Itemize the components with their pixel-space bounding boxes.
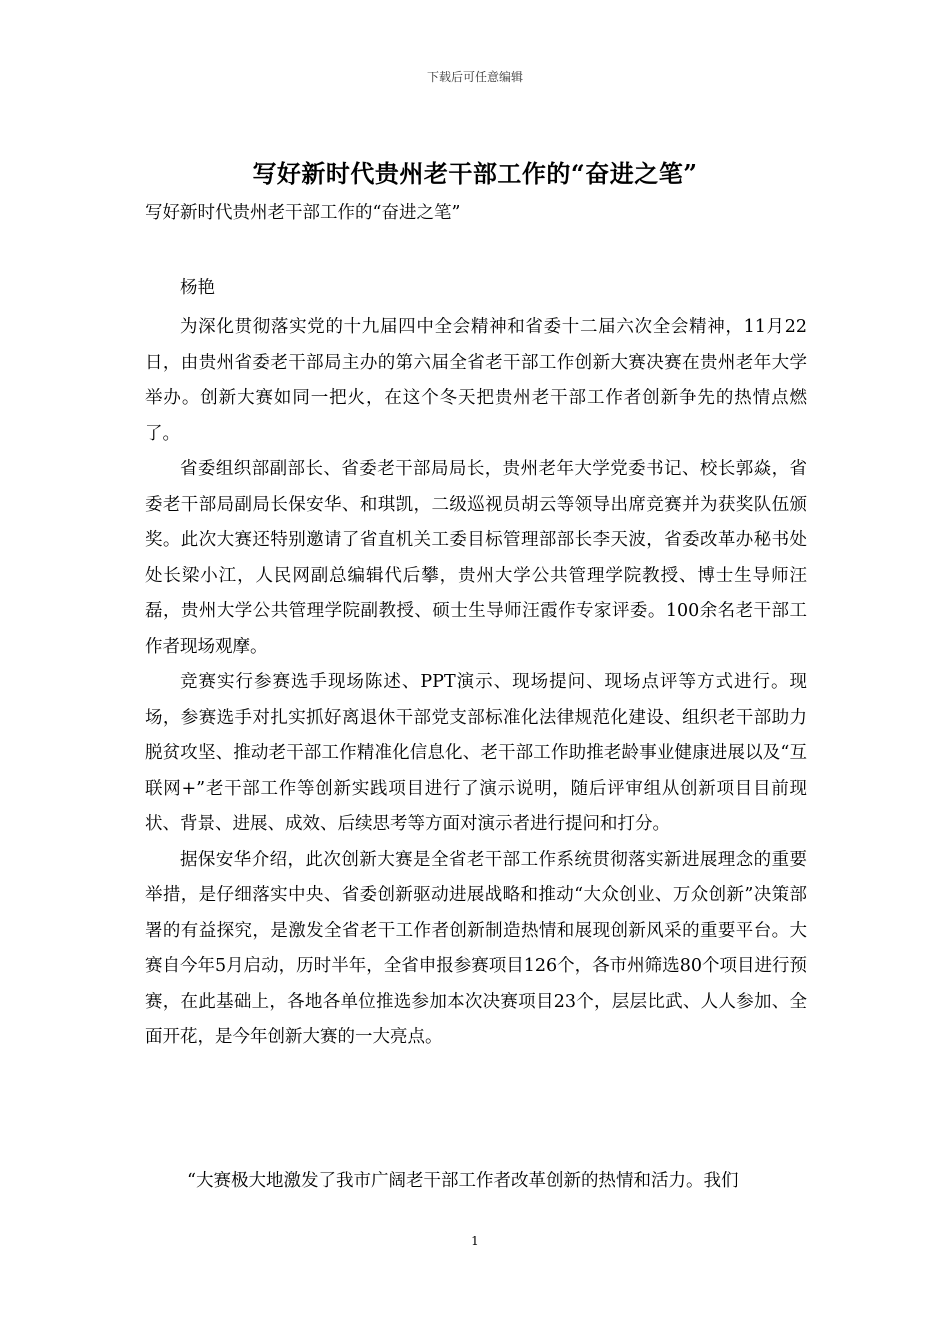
document-title: 写好新时代贵州老干部工作的“奋进之笔” — [252, 159, 698, 188]
paragraph: 据保安华介绍，此次创新大赛是全省老干部工作系统贯彻落实新进展理念的重要举措，是仔细落实中央、省委创新驱动进展战略和推动“大众创业、万众创新”决策部署的有益探究，是激发全省老干工作者创新制造热情和展现创新风采的重要平台。大赛自今年5月启动，历时半年，全省申报参赛项目126个，各市州筛选80个项目进行预赛，在此基础上，各地各单位推选参加本次决赛项目23个，层层比武、人人参加、全面开花，是今年创新大赛的一大亮点。 — [145, 849, 807, 1047]
page-header: 下载后可任意编辑 — [426, 70, 523, 84]
page-number: 1 — [471, 1234, 479, 1248]
paragraph: 为深化贯彻落实党的十九届四中全会精神和省委十二届六次全会精神，11月22日，由贵州省委老干部局主办的第六届全省老干部工作创新大赛决赛在贵州老年大学举办。创新大赛如同一把火，在这个冬天把贵州老干部工作者创新争先的热情点燃了。 — [145, 317, 807, 444]
paragraph: 省委组织部副部长、省委老干部局局长，贵州老年大学党委书记、校长郭焱，省委老干部局副局长保安华、和琪凯，二级巡视员胡云等领导出席竞赛并为获奖队伍颁奖。此次大赛还特别邀请了省直机关工委目标管理部部长李天波，省委改革办秘书处处长梁小江，人民网副总编辑代后攀，贵州大学公共管理学院教授、博士生导师汪磊，贵州大学公共管理学院副教授、硕士生导师汪霞作专家评委。100余名老干部工作者现场观摩。 — [145, 459, 807, 657]
article-body — [145, 310, 807, 1056]
document-subtitle: 写好新时代贵州老干部工作的“奋进之笔” — [145, 203, 461, 223]
quote-paragraph: “大赛极大地激发了我市广阔老干部工作者改革创新的热情和活力。我们 — [187, 1171, 739, 1191]
paragraph: 竞赛实行参赛选手现场陈述、PPT演示、现场提问、现场点评等方式进行。现场，参赛选手对扎实抓好离退休干部党支部标准化法律规范化建设、组织老干部助力脱贫攻坚、推动老干部工作精准化信息化、老干部工作助推老龄事业健康进展以及“互联网+”老干部工作等创新实践项目进行了演示说明，随后评审组从创新项目目前现状、背景、进展、成效、后续思考等方面对演示者进行提问和打分。 — [145, 672, 807, 834]
author-name: 杨艳 — [180, 278, 215, 298]
